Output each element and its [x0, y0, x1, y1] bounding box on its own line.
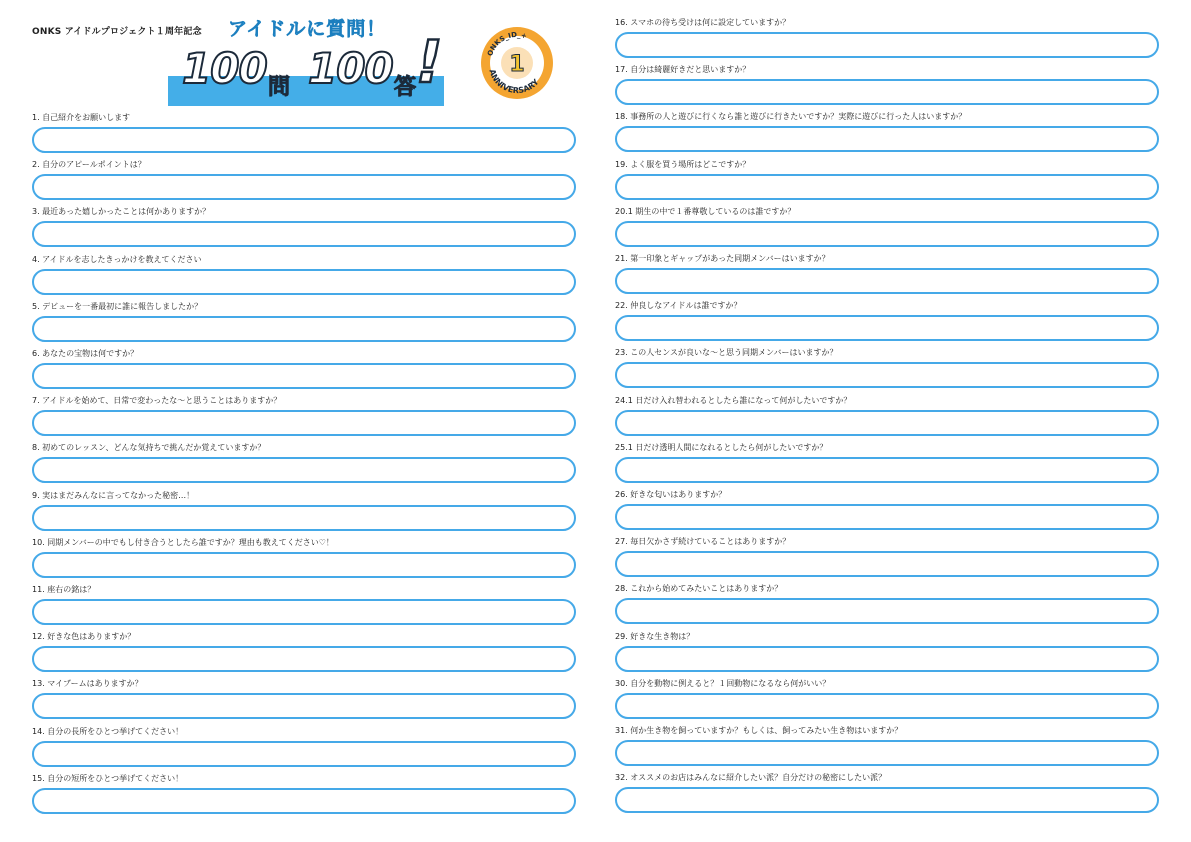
answer-field[interactable]	[32, 552, 576, 578]
answer-field[interactable]	[615, 221, 1159, 247]
question-item	[32, 538, 576, 578]
question-label: 22. 仲良しなアイドルは誰ですか？	[615, 301, 742, 311]
question-label: 24.1 日だけ入れ替われるとしたら誰になって何がしたいですか？	[615, 395, 852, 405]
answer-field[interactable]	[32, 646, 576, 672]
answer-field[interactable]	[32, 174, 576, 200]
answer-field[interactable]	[32, 410, 576, 436]
question-item	[32, 160, 576, 200]
question-label: 8. 初めてのレッスン、どんな気持ちで挑んだか覚えていますか？	[32, 443, 266, 453]
question-label: 5. デビューを一番最初に誰に報告しましたか？	[32, 301, 203, 311]
question-item	[32, 491, 576, 531]
question-item	[615, 537, 1159, 577]
question-item	[32, 349, 576, 389]
question-item	[32, 443, 576, 483]
question-item	[615, 160, 1159, 200]
question-label: 20.1 期生の中で１番尊敬しているのは誰ですか？	[615, 206, 796, 216]
answer-field[interactable]	[615, 740, 1159, 766]
badge-ring-text: ONKS_ID_+	[486, 30, 528, 58]
answer-field[interactable]	[615, 598, 1159, 624]
question-label: 26. 好きな匂いはありますか？	[615, 490, 727, 499]
question-item	[615, 726, 1159, 766]
question-item	[32, 113, 576, 153]
question-item	[615, 773, 1159, 813]
answer-field[interactable]	[615, 551, 1159, 577]
answer-field[interactable]	[615, 693, 1159, 719]
anniversary-badge-icon	[479, 25, 555, 101]
answer-field[interactable]	[32, 693, 576, 719]
answer-field[interactable]	[32, 505, 576, 531]
question-item	[32, 632, 576, 672]
answer-field[interactable]	[615, 504, 1159, 530]
answer-field[interactable]	[32, 363, 576, 389]
answer-field[interactable]	[615, 268, 1159, 294]
banner-exclamation: !	[416, 28, 443, 96]
answer-field[interactable]	[615, 787, 1159, 813]
question-item	[615, 254, 1159, 294]
question-item	[32, 774, 576, 814]
banner-number-2: 100	[308, 44, 393, 93]
badge-arc-text: ANNIVERSARY	[487, 68, 541, 96]
answer-field[interactable]	[615, 32, 1159, 58]
question-item	[615, 443, 1159, 483]
banner-kanji-2: 答	[394, 75, 417, 100]
question-label: 10. 同期メンバーの中でもし付き合うとしたら誰ですか？理由も教えてください♡！	[32, 537, 334, 547]
answer-field[interactable]	[32, 457, 576, 483]
badge-number: 1	[509, 52, 525, 77]
question-item	[615, 65, 1159, 105]
question-label: 2. 自分のアピールポイントは？	[32, 160, 146, 170]
question-label: 21. 第一印象とギャップがあった同期メンバーはいますか？	[615, 254, 830, 263]
question-item	[615, 632, 1159, 672]
title-banner	[168, 44, 444, 106]
question-label: 29. 好きな生き物は？	[615, 631, 695, 641]
question-label: 32. オススメのお店はみんなに紹介したい派？自分だけの秘密にしたい派？	[615, 773, 887, 783]
question-label: 7. アイドルを始めて、日常で変わったな〜と思うことはありますか？	[32, 396, 282, 406]
answer-field[interactable]	[615, 646, 1159, 672]
question-label: 13. マイブームはありますか？	[32, 679, 143, 689]
question-label: 25.1 日だけ透明人間になれるとしたら何がしたいですか？	[615, 442, 828, 452]
page-title: アイドルに質問！	[228, 18, 387, 40]
question-label: 12. 好きな色はありますか？	[32, 632, 136, 642]
question-item	[32, 585, 576, 625]
question-item	[32, 727, 576, 767]
question-item	[615, 112, 1159, 152]
answer-field[interactable]	[615, 126, 1159, 152]
banner-kanji-1: 問	[268, 75, 291, 100]
question-label: 14. 自分の長所をひとつ挙げてください！	[32, 726, 184, 736]
banner-number-1: 100	[182, 44, 267, 93]
answer-field[interactable]	[32, 316, 576, 342]
answer-field[interactable]	[32, 599, 576, 625]
answer-field[interactable]	[615, 79, 1159, 105]
question-item	[615, 679, 1159, 719]
question-label: 4. アイドルを志したきっかけを教えてください	[32, 254, 202, 264]
question-item	[615, 584, 1159, 624]
question-label: 11. 座右の銘は？	[32, 585, 96, 594]
question-label: 30. 自分を動物に例えると？１回動物になるなら何がいい？	[615, 678, 831, 688]
question-label: 27. 毎日欠かさず続けていることはありますか？	[615, 537, 791, 547]
question-label: 6. あなたの宝物は何ですか？	[32, 349, 139, 358]
question-label: 16. スマホの待ち受けは何に設定していますか？	[615, 18, 791, 27]
project-title: ONKS アイドルプロジェクト１周年記念	[32, 27, 202, 37]
answer-field[interactable]	[615, 362, 1159, 388]
question-item	[32, 302, 576, 342]
question-item	[615, 207, 1159, 247]
answer-field[interactable]	[32, 127, 576, 153]
question-item	[32, 255, 576, 295]
answer-field[interactable]	[32, 269, 576, 295]
answer-field[interactable]	[615, 457, 1159, 483]
question-label: 3. 最近あった嬉しかったことは何かありますか？	[32, 207, 211, 217]
question-label: 23. この人センスが良いな〜と思う同期メンバーはいますか？	[615, 348, 838, 358]
question-label: 17. 自分は綺麗好きだと思いますか？	[615, 65, 751, 75]
question-label: 31. 何か生き物を飼っていますか？もしくは、飼ってみたい生き物はいますか？	[615, 726, 903, 735]
question-label: 19. よく服を買う場所はどこですか？	[615, 159, 751, 169]
question-label: 28. これから始めてみたいことはありますか？	[615, 584, 783, 594]
question-item	[615, 301, 1159, 341]
answer-field[interactable]	[32, 741, 576, 767]
answer-field[interactable]	[615, 315, 1159, 341]
question-label: 9. 実はまだみんなに言ってなかった秘密…！	[32, 490, 195, 500]
answer-field[interactable]	[615, 410, 1159, 436]
question-item	[615, 18, 1159, 58]
answer-field[interactable]	[32, 788, 576, 814]
question-item	[32, 396, 576, 436]
answer-field[interactable]	[32, 221, 576, 247]
question-item	[32, 679, 576, 719]
answer-field[interactable]	[615, 174, 1159, 200]
question-item	[615, 490, 1159, 530]
question-label: 15. 自分の短所をひとつ挙げてください！	[32, 773, 184, 783]
question-item	[32, 207, 576, 247]
question-item	[615, 396, 1159, 436]
question-label: 1. 自己紹介をお願いします	[32, 113, 131, 122]
question-label: 18. 事務所の人と遊びに行くなら誰と遊びに行きたいですか？実際に遊びに行った人はいますか？	[615, 112, 967, 122]
question-item	[615, 348, 1159, 388]
